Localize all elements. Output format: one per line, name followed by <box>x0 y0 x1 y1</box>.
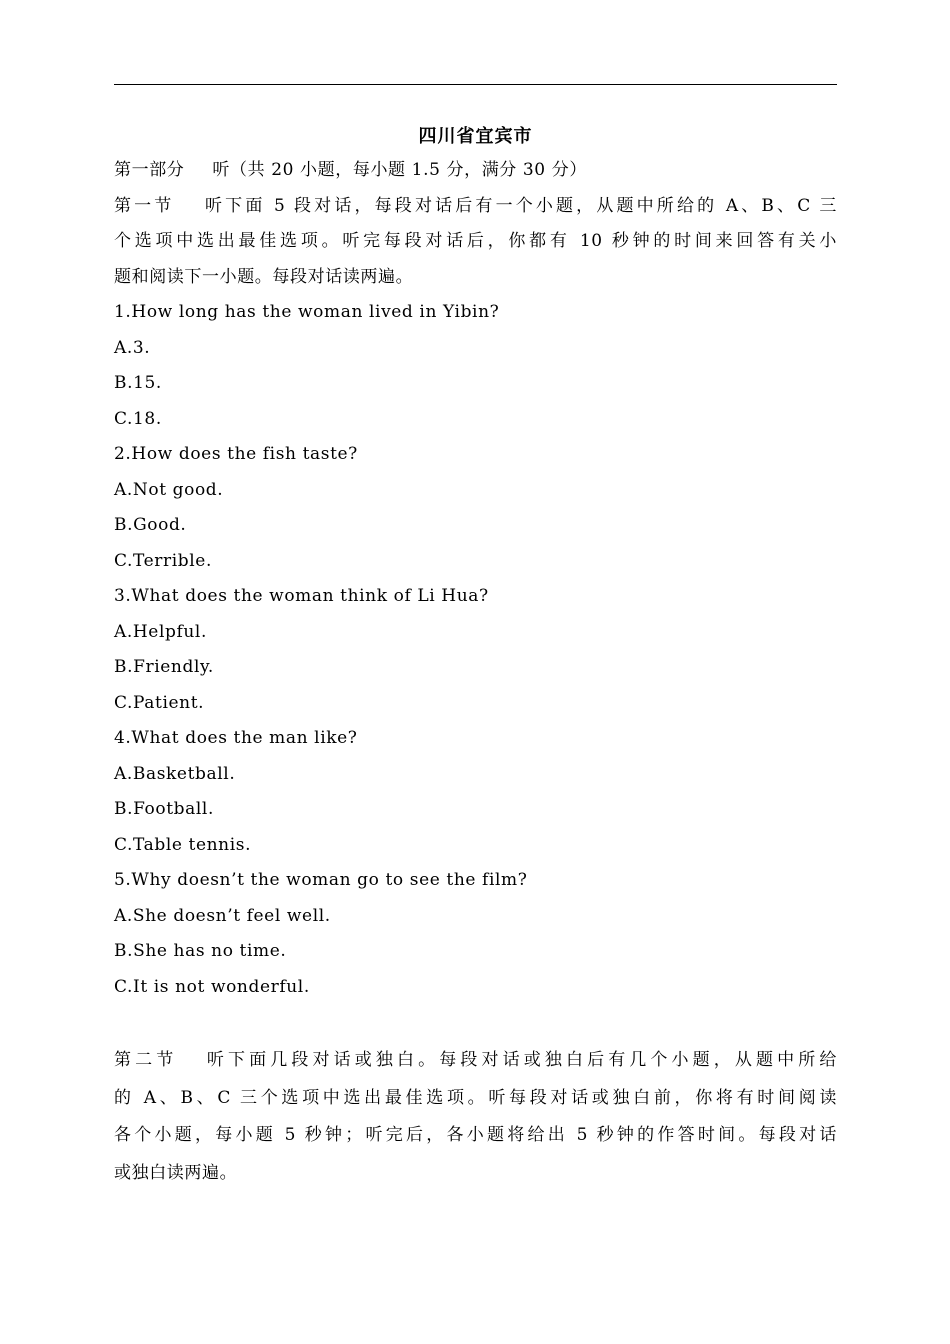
question-stem: 4.What does the man like? <box>114 728 358 748</box>
section1-line-1 <box>114 189 837 225</box>
section1-line-2: 个选项中选出最佳选项。听完每段对话后，你都有 10 秒钟的时间来回答有关小 <box>114 231 837 251</box>
question-option: A.3. <box>114 337 151 358</box>
question-option: C.It is not wonderful. <box>114 976 310 997</box>
header-rule <box>114 84 837 85</box>
question-stem: 1.How long has the woman lived in Yibin? <box>114 302 500 322</box>
question-option: C.18. <box>114 408 162 429</box>
section2-label: 第二节 <box>114 1050 178 1070</box>
question-option: A.Helpful. <box>114 621 207 642</box>
question-option: B.Friendly. <box>114 657 214 677</box>
section2-line-1 <box>114 1042 837 1080</box>
section2-line-2: 的 A、B、C 三个选项中选出最佳选项。听每段对话或独白前，你将有时间阅读 <box>114 1087 837 1108</box>
question-option: B.15. <box>114 373 162 393</box>
question-option: A.She doesn’t feel well. <box>114 905 331 926</box>
question-option: B.Good. <box>114 515 187 535</box>
page-title: 四川省宜宾市 <box>418 126 533 147</box>
part1-header <box>114 153 837 189</box>
question-stem: 2.How does the fish taste? <box>114 444 358 464</box>
question-option: A.Basketball. <box>114 763 236 784</box>
part1-text: 听（共 20 小题，每小题 1.5 分，满分 30 分） <box>212 160 587 180</box>
section1-label: 第一节 <box>114 195 175 216</box>
question-option: C.Table tennis. <box>114 834 252 855</box>
question-stem: 3.What does the woman think of Li Hua? <box>114 586 489 606</box>
question-option: B.She has no time. <box>114 941 287 961</box>
section1-line-3: 题和阅读下一小题。每段对话读两遍。 <box>114 266 414 287</box>
question-option: C.Patient. <box>114 692 205 713</box>
question-stem: 5.Why doesn’t the woman go to see the film? <box>114 870 528 890</box>
part1-label: 第一部分 <box>114 160 185 180</box>
section2-line-4: 或独白读两遍。 <box>114 1162 238 1183</box>
section2-text-1: 听下面几段对话或独白。每段对话或独白后有几个小题，从题中所给 <box>203 1050 837 1070</box>
listening-part1 <box>114 153 837 1005</box>
section2-line-3: 各个小题，每小题 5 秒钟；听完后，各小题将给出 5 秒钟的作答时间。每段对话 <box>114 1125 837 1145</box>
question-option: C.Terrible. <box>114 550 212 571</box>
question-option: A.Not good. <box>114 479 224 500</box>
section1-text-1: 听下面 5 段对话，每段对话后有一个小题，从题中所给的 A、B、C 三 <box>202 195 837 216</box>
question-option: B.Football. <box>114 799 214 819</box>
listening-section2 <box>114 1042 837 1192</box>
